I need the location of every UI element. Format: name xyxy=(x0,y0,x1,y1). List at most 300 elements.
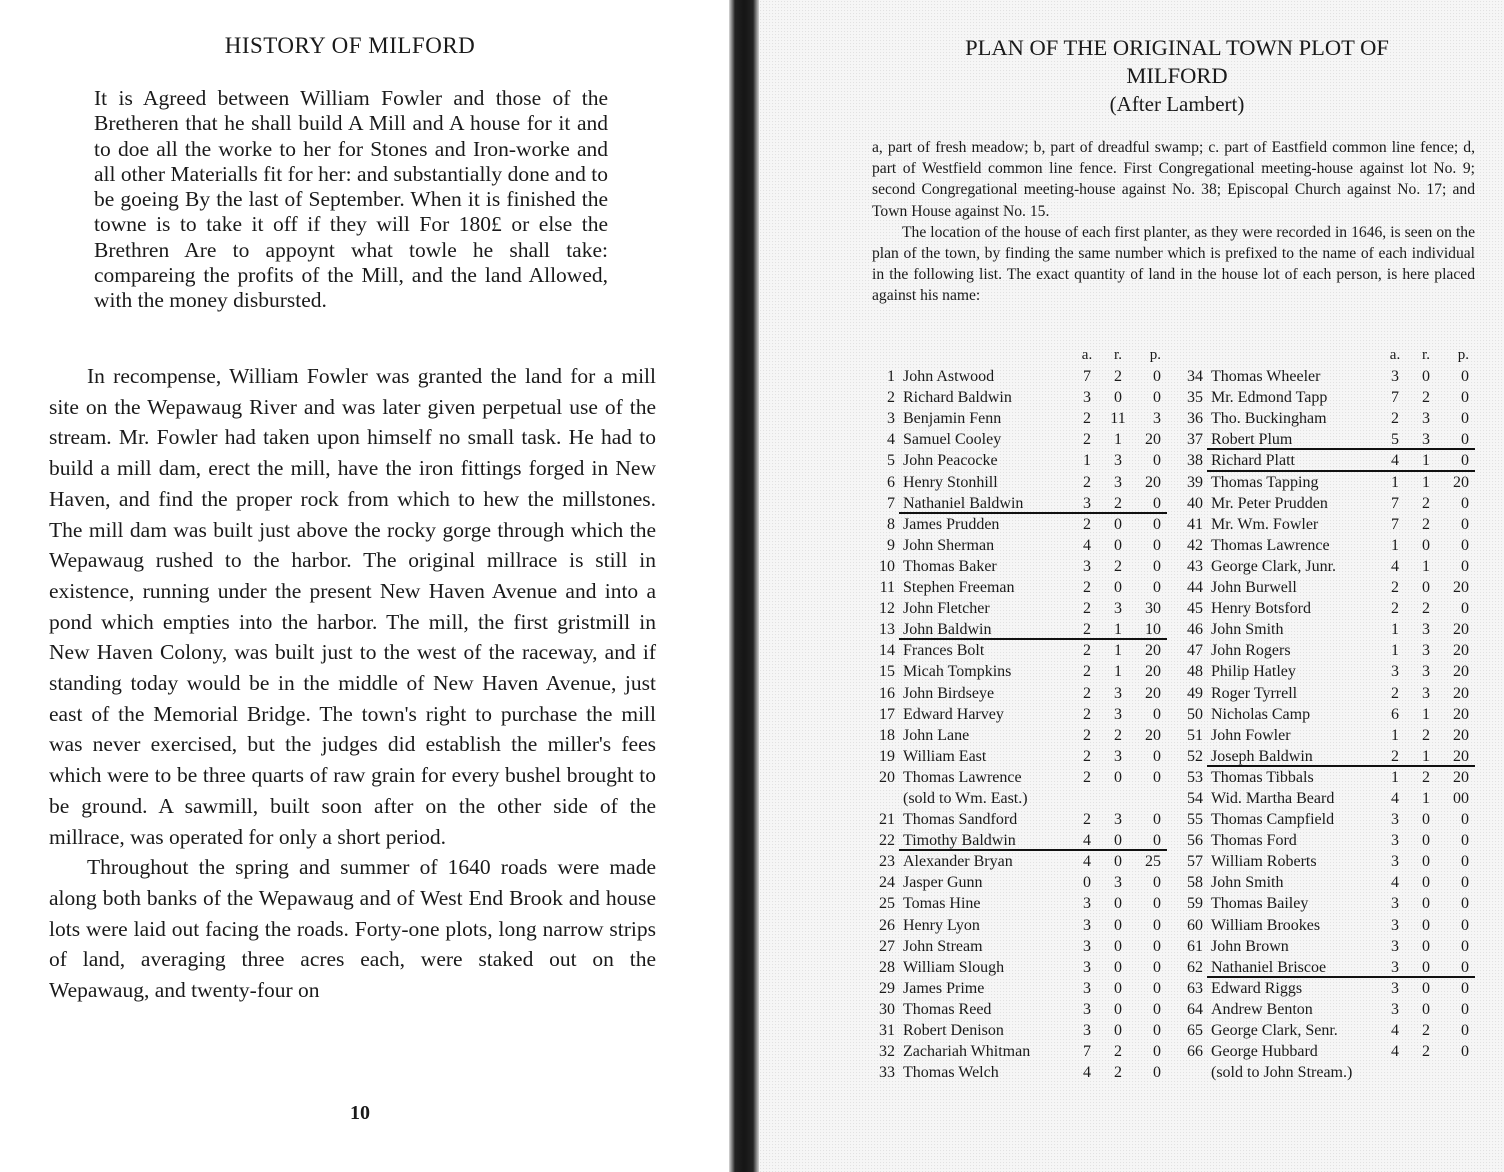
lot-number: 36 xyxy=(1187,410,1203,428)
perches: 20 xyxy=(1453,621,1469,639)
lot-number: 14 xyxy=(879,642,895,660)
table-row xyxy=(1177,366,1487,387)
table-row xyxy=(869,429,1179,450)
planter-name: Edward Harvey xyxy=(903,705,1004,723)
table-row xyxy=(869,640,1179,661)
perches: 0 xyxy=(1153,768,1161,786)
planter-name: John Lane xyxy=(903,726,970,744)
lot-number: 33 xyxy=(879,1064,895,1082)
table-row xyxy=(1177,767,1487,788)
acres: 3 xyxy=(1391,937,1399,955)
perches: 0 xyxy=(1461,410,1469,428)
roods: 0 xyxy=(1422,1000,1430,1018)
roods: 0 xyxy=(1114,1000,1122,1018)
table-row xyxy=(1177,788,1487,809)
lot-number: 21 xyxy=(879,811,895,829)
plan-title xyxy=(877,34,1477,118)
planter-name: James Prudden xyxy=(903,515,1000,533)
acres: 2 xyxy=(1083,726,1091,744)
planter-name: Zachariah Whitman xyxy=(903,1043,1031,1061)
perches: 0 xyxy=(1461,853,1469,871)
lot-number: 52 xyxy=(1187,747,1203,765)
acres: 2 xyxy=(1083,473,1091,491)
perches: 0 xyxy=(1461,494,1469,512)
roods: 1 xyxy=(1422,557,1430,575)
perches: 0 xyxy=(1153,832,1161,850)
acres: 3 xyxy=(1083,895,1091,913)
perches: 3 xyxy=(1153,410,1161,428)
table-row xyxy=(869,1062,1179,1083)
roods: 1 xyxy=(1422,747,1430,765)
acres: 7 xyxy=(1083,368,1091,386)
acres: 1 xyxy=(1083,452,1091,470)
planter-name: John Burwell xyxy=(1211,579,1297,597)
perches: 20 xyxy=(1453,747,1469,765)
left-page xyxy=(0,0,730,1172)
table-row xyxy=(1177,661,1487,682)
planter-name: Henry Lyon xyxy=(903,916,980,934)
roods: 3 xyxy=(1422,684,1430,702)
planter-name: Joseph Baldwin xyxy=(1211,747,1313,765)
perches: 0 xyxy=(1153,874,1161,892)
planter-name: Andrew Benton xyxy=(1211,1000,1313,1018)
perches: 20 xyxy=(1145,473,1161,491)
lot-number: 29 xyxy=(879,979,895,997)
lot-number: 37 xyxy=(1187,431,1203,449)
acres: 5 xyxy=(1391,431,1399,449)
acres: 2 xyxy=(1083,705,1091,723)
acres: 4 xyxy=(1391,1022,1399,1039)
acres: 2 xyxy=(1391,600,1399,618)
paragraph: In recompense, William Fowler was granted the land for a mill site on the Wepawaug River and was later given perpetual use of the stream. Mr. Fowler had taken upon himself no small task. He had to build a mill dam, erect the mill, have the iron fittings forged in New Haven, and find the proper rock from which to hew the millstones. The mill dam was built just above the rocky gorge through which the Wepawaug rushed to the harbor. The original millrace is still in existence, running under the present New Haven Avenue and into a pond which empties into the harbor. The mill, the first gristmill in New Haven Colony, was built just to the west of the raceway, and if standing today would be in the middle of New Haven Avenue, just east of the Memorial Bridge. The town's right to purchase the mill was never exercised, but the judges did establish the miller's fees which were to be three quarts of raw grain for every bushel brought to be ground. A sawmill, built soon after on the other side of the millrace, was operated for only a short period. xyxy=(49,364,656,849)
lot-number: 46 xyxy=(1187,621,1203,639)
explanation-paragraph: The location of the house of each first planter, as they were recorded in 1646, is seen on the plan of the town, by finding the same number which is prefixed to the name of each individual in the following list. The exact quantity of land in the house lot of each person, is here placed against his name: xyxy=(872,223,1475,305)
planter-name: Henry Stonhill xyxy=(903,473,998,491)
planter-name: John Rogers xyxy=(1211,642,1291,660)
acres: 3 xyxy=(1391,1000,1399,1018)
acres: 3 xyxy=(1083,1000,1091,1018)
roods-header: r. xyxy=(1422,347,1430,363)
planter-name: Roger Tyrrell xyxy=(1211,684,1298,702)
lot-number: 19 xyxy=(879,747,895,765)
roods: 3 xyxy=(1114,874,1122,892)
planter-name: Timothy Baldwin xyxy=(903,832,1016,850)
paragraph: Throughout the spring and summer of 1640 roads were made along both banks of the Wepawaug and of West End Brook and house lots were laid out facing the roads. Forty-one plots, long narrow strips of land, averaging three acres each, were staked out on the Wepawaug, and twenty-four on xyxy=(49,855,656,1003)
perches: 0 xyxy=(1153,811,1161,829)
lot-number: 45 xyxy=(1187,600,1203,618)
table-row xyxy=(869,556,1179,577)
perches: 20 xyxy=(1453,642,1469,660)
lot-number: 18 xyxy=(879,726,895,744)
acres: 3 xyxy=(1391,895,1399,913)
planter-name: Jasper Gunn xyxy=(903,874,983,892)
table-row xyxy=(1177,387,1487,408)
table-row xyxy=(869,767,1179,788)
perches: 0 xyxy=(1153,452,1161,470)
table-row xyxy=(869,830,1179,851)
roods: 11 xyxy=(1110,410,1126,428)
perches: 10 xyxy=(1145,621,1161,639)
acres: 4 xyxy=(1083,1064,1091,1082)
planter-name: John Fowler xyxy=(1211,726,1291,744)
lot-number: 35 xyxy=(1187,389,1203,407)
lot-number: 38 xyxy=(1187,452,1203,470)
table-row xyxy=(869,661,1179,682)
lot-number: 10 xyxy=(879,557,895,575)
table-row xyxy=(1177,535,1487,556)
perches: 25 xyxy=(1145,853,1161,871)
acres: 1 xyxy=(1391,621,1399,639)
table-row xyxy=(869,366,1179,387)
table-row xyxy=(1177,872,1487,893)
acres: 1 xyxy=(1391,642,1399,660)
lot-number: 48 xyxy=(1187,663,1203,681)
planters-column-left xyxy=(869,345,1179,1083)
roods: 3 xyxy=(1114,473,1122,491)
table-row xyxy=(1177,683,1487,704)
roods: 3 xyxy=(1114,600,1122,618)
planter-name: Alexander Bryan xyxy=(903,853,1013,871)
roods: 3 xyxy=(1114,705,1122,723)
table-row xyxy=(1177,450,1487,471)
roods: 3 xyxy=(1114,452,1122,470)
table-row xyxy=(1177,957,1487,978)
lot-number: 47 xyxy=(1187,642,1203,660)
roods: 1 xyxy=(1114,621,1122,639)
lot-number: 41 xyxy=(1187,515,1203,533)
planter-name: Micah Tompkins xyxy=(903,663,1012,681)
table-row xyxy=(869,851,1179,872)
planter-name: Thomas Tapping xyxy=(1211,473,1319,491)
quoted-agreement: It is Agreed between William Fowler and those of the Bretheren that he shall build A Mill and A house for it and to doe all the worke to her for Stones and Iron-worke and all other Materialls fit for her: and substantially done and to be goeing By the last of September. When it is finished the towne is to take it off if they will For 180£ or else the Brethren Are to appoynt what towle he shall take: compareing the profits of the Mill, and the land Allowed, with the money disbursted. xyxy=(94,86,608,313)
planter-name: Tomas Hine xyxy=(903,895,981,913)
roods: 3 xyxy=(1422,410,1430,428)
perches: 0 xyxy=(1461,515,1469,533)
roods: 0 xyxy=(1114,895,1122,913)
table-row xyxy=(869,915,1179,936)
planter-name: John Smith xyxy=(1211,621,1284,639)
roods: 0 xyxy=(1114,579,1122,597)
table-row xyxy=(1177,619,1487,640)
perches: 20 xyxy=(1145,663,1161,681)
planter-name: Richard Baldwin xyxy=(903,389,1012,407)
acres-header: a. xyxy=(1081,347,1093,363)
acres: 4 xyxy=(1391,557,1399,575)
lot-number: 54 xyxy=(1187,789,1203,807)
roods: 0 xyxy=(1422,958,1430,976)
roods: 2 xyxy=(1114,1043,1122,1061)
perches: 0 xyxy=(1153,1022,1161,1039)
perches: 0 xyxy=(1461,895,1469,913)
planter-name: Thomas Reed xyxy=(903,1000,992,1018)
lot-number: 65 xyxy=(1187,1022,1203,1039)
roods: 2 xyxy=(1422,1022,1430,1039)
table-row xyxy=(1177,1041,1487,1062)
acres: 2 xyxy=(1391,410,1399,428)
table-row xyxy=(1177,830,1487,851)
roods: 0 xyxy=(1114,958,1122,976)
roods: 2 xyxy=(1422,726,1430,744)
acres: 3 xyxy=(1391,663,1399,681)
roods: 1 xyxy=(1114,431,1122,449)
acres: 2 xyxy=(1083,410,1091,428)
roods: 2 xyxy=(1422,494,1430,512)
lot-number: 20 xyxy=(879,768,895,786)
planter-name: John Sherman xyxy=(903,536,995,554)
roods: 2 xyxy=(1422,515,1430,533)
acres: 2 xyxy=(1083,515,1091,533)
planter-name: John Peacocke xyxy=(903,452,998,470)
perches-header: p. xyxy=(1457,347,1469,363)
lot-number: 44 xyxy=(1187,579,1203,597)
lot-number: 7 xyxy=(887,494,895,512)
acres: 3 xyxy=(1391,979,1399,997)
acres: 2 xyxy=(1391,747,1399,765)
roods: 0 xyxy=(1114,937,1122,955)
perches: 0 xyxy=(1153,515,1161,533)
perches: 0 xyxy=(1461,874,1469,892)
table-row xyxy=(869,450,1179,471)
roods: 3 xyxy=(1422,621,1430,639)
roods: 3 xyxy=(1114,747,1122,765)
planter-name: Wid. Martha Beard xyxy=(1211,789,1335,807)
planter-name: Stephen Freeman xyxy=(903,579,1015,597)
acres: 4 xyxy=(1083,832,1091,850)
perches: 0 xyxy=(1461,811,1469,829)
perches: 30 xyxy=(1145,600,1161,618)
planter-name: Thomas Sandford xyxy=(903,811,1018,829)
roods: 0 xyxy=(1422,536,1430,554)
roods: 2 xyxy=(1422,1043,1430,1061)
lot-number: 8 xyxy=(887,515,895,533)
perches: 0 xyxy=(1153,916,1161,934)
acres: 2 xyxy=(1391,579,1399,597)
perches: 0 xyxy=(1153,958,1161,976)
table-row xyxy=(1177,978,1487,999)
lot-number: 23 xyxy=(879,853,895,871)
roods: 1 xyxy=(1114,642,1122,660)
perches: 0 xyxy=(1153,368,1161,386)
lot-number: 63 xyxy=(1187,979,1203,997)
perches: 20 xyxy=(1453,473,1469,491)
table-row xyxy=(1177,598,1487,619)
perches: 0 xyxy=(1461,916,1469,934)
perches: 20 xyxy=(1453,768,1469,786)
page-number: 10 xyxy=(350,1102,370,1124)
lot-number: 28 xyxy=(879,958,895,976)
acres: 2 xyxy=(1083,768,1091,786)
roods-header: r. xyxy=(1114,347,1122,363)
table-row xyxy=(1177,408,1487,429)
planter-name: Thomas Wheeler xyxy=(1211,368,1321,386)
acres: 2 xyxy=(1391,684,1399,702)
roods: 0 xyxy=(1422,937,1430,955)
lot-number: 9 xyxy=(887,536,895,554)
planter-name: Thomas Lawrence xyxy=(1211,536,1330,554)
lot-number: 4 xyxy=(887,431,895,449)
perches: 0 xyxy=(1461,1000,1469,1018)
acres: 4 xyxy=(1391,789,1399,807)
perches: 20 xyxy=(1453,663,1469,681)
planter-name: George Clark, Junr. xyxy=(1211,557,1337,575)
lot-number: 6 xyxy=(887,473,895,491)
acres: 7 xyxy=(1391,515,1399,533)
acres: 2 xyxy=(1083,811,1091,829)
acres: 2 xyxy=(1083,747,1091,765)
lot-number: 25 xyxy=(879,895,895,913)
perches: 0 xyxy=(1461,557,1469,575)
lot-number: 3 xyxy=(887,410,895,428)
planter-name: John Baldwin xyxy=(903,621,992,639)
acres: 7 xyxy=(1391,389,1399,407)
lot-number: 61 xyxy=(1187,937,1203,955)
acres: 4 xyxy=(1391,874,1399,892)
table-row xyxy=(1177,640,1487,661)
roods: 0 xyxy=(1114,916,1122,934)
perches: 20 xyxy=(1145,684,1161,702)
roods: 0 xyxy=(1114,389,1122,407)
roods: 0 xyxy=(1422,979,1430,997)
perches: 20 xyxy=(1453,579,1469,597)
acres: 2 xyxy=(1083,663,1091,681)
roods: 3 xyxy=(1114,811,1122,829)
table-row xyxy=(1177,1020,1487,1041)
planter-name: John Brown xyxy=(1211,937,1289,955)
acres: 3 xyxy=(1083,494,1091,512)
acres-header: a. xyxy=(1389,347,1401,363)
planter-name: William Roberts xyxy=(1211,853,1317,871)
lot-number: 59 xyxy=(1187,895,1203,913)
table-row xyxy=(1177,915,1487,936)
perches: 20 xyxy=(1145,431,1161,449)
table-row xyxy=(869,493,1179,514)
roods: 0 xyxy=(1114,853,1122,871)
acres: 4 xyxy=(1083,853,1091,871)
roods: 2 xyxy=(1422,600,1430,618)
table-row xyxy=(869,1041,1179,1062)
table-row xyxy=(1177,704,1487,725)
roods: 3 xyxy=(1114,684,1122,702)
table-row xyxy=(1177,936,1487,957)
roods: 0 xyxy=(1422,916,1430,934)
acres: 3 xyxy=(1391,832,1399,850)
planter-name: Nicholas Camp xyxy=(1211,705,1311,723)
planter-name: (sold to Wm. East.) xyxy=(903,789,1028,807)
body-text xyxy=(49,361,656,1006)
roods: 1 xyxy=(1114,663,1122,681)
planter-name: Nathaniel Briscoe xyxy=(1211,958,1327,976)
running-head: HISTORY OF MILFORD xyxy=(224,33,476,58)
lot-number: 55 xyxy=(1187,811,1203,829)
planter-name: Samuel Cooley xyxy=(903,431,1002,449)
planter-name: Henry Botsford xyxy=(1211,600,1311,618)
roods: 0 xyxy=(1422,895,1430,913)
table-row xyxy=(869,809,1179,830)
table-row xyxy=(869,598,1179,619)
table-row xyxy=(1177,472,1487,493)
lot-number: 26 xyxy=(879,916,895,934)
planter-name: James Prime xyxy=(903,979,985,997)
roods: 1 xyxy=(1422,789,1430,807)
planter-name: John Fletcher xyxy=(903,600,990,618)
table-row xyxy=(869,788,1179,809)
roods: 2 xyxy=(1422,389,1430,407)
acres: 4 xyxy=(1391,452,1399,470)
acres: 3 xyxy=(1083,389,1091,407)
roods: 2 xyxy=(1114,368,1122,386)
roods: 2 xyxy=(1422,768,1430,786)
lot-number: 24 xyxy=(879,874,895,892)
book-gutter xyxy=(729,0,759,1172)
table-row xyxy=(1177,851,1487,872)
planter-name: Tho. Buckingham xyxy=(1211,410,1327,428)
table-row xyxy=(869,683,1179,704)
lot-number: 50 xyxy=(1187,705,1203,723)
perches: 0 xyxy=(1153,895,1161,913)
roods: 0 xyxy=(1422,368,1430,386)
perches: 0 xyxy=(1153,705,1161,723)
table-row xyxy=(869,746,1179,767)
roods: 2 xyxy=(1114,557,1122,575)
lot-number: 39 xyxy=(1187,473,1203,491)
planter-name: Edward Riggs xyxy=(1211,979,1303,997)
planter-name: William Slough xyxy=(903,958,1005,976)
roods: 1 xyxy=(1422,452,1430,470)
acres: 2 xyxy=(1083,579,1091,597)
planter-name: Robert Denison xyxy=(903,1022,1004,1039)
roods: 1 xyxy=(1422,705,1430,723)
table-row xyxy=(869,387,1179,408)
perches: 20 xyxy=(1453,726,1469,744)
planter-name: Philip Hatley xyxy=(1211,663,1296,681)
lot-number: 31 xyxy=(879,1022,895,1039)
lot-number: 15 xyxy=(879,663,895,681)
planter-name: Thomas Welch xyxy=(903,1064,999,1082)
roods: 0 xyxy=(1114,515,1122,533)
roods: 2 xyxy=(1114,1064,1122,1082)
perches: 0 xyxy=(1461,832,1469,850)
table-row xyxy=(869,936,1179,957)
planter-name: George Clark, Senr. xyxy=(1211,1022,1338,1039)
acres: 1 xyxy=(1391,473,1399,491)
lot-number: 2 xyxy=(887,389,895,407)
acres: 7 xyxy=(1083,1043,1091,1061)
perches: 0 xyxy=(1153,1043,1161,1061)
roods: 0 xyxy=(1114,832,1122,850)
planter-name: George Hubbard xyxy=(1211,1043,1318,1061)
intro-text xyxy=(872,137,1475,307)
planter-name: John Smith xyxy=(1211,874,1284,892)
roods: 0 xyxy=(1114,536,1122,554)
column-header xyxy=(869,345,1179,366)
planter-name: John Stream xyxy=(903,937,983,955)
perches-header: p. xyxy=(1149,347,1161,363)
acres: 2 xyxy=(1083,431,1091,449)
acres: 3 xyxy=(1391,958,1399,976)
table-row xyxy=(1177,725,1487,746)
perches: 0 xyxy=(1461,979,1469,997)
right-page xyxy=(759,0,1504,1172)
acres: 7 xyxy=(1391,494,1399,512)
lot-number: 51 xyxy=(1187,726,1203,744)
lot-number: 1 xyxy=(887,368,895,386)
planter-name: Thomas Bailey xyxy=(1211,895,1309,913)
table-row xyxy=(1177,556,1487,577)
planter-name: John Astwood xyxy=(903,368,995,386)
table-row xyxy=(1177,809,1487,830)
planter-name: Robert Plum xyxy=(1211,431,1293,449)
lot-number: 56 xyxy=(1187,832,1203,850)
